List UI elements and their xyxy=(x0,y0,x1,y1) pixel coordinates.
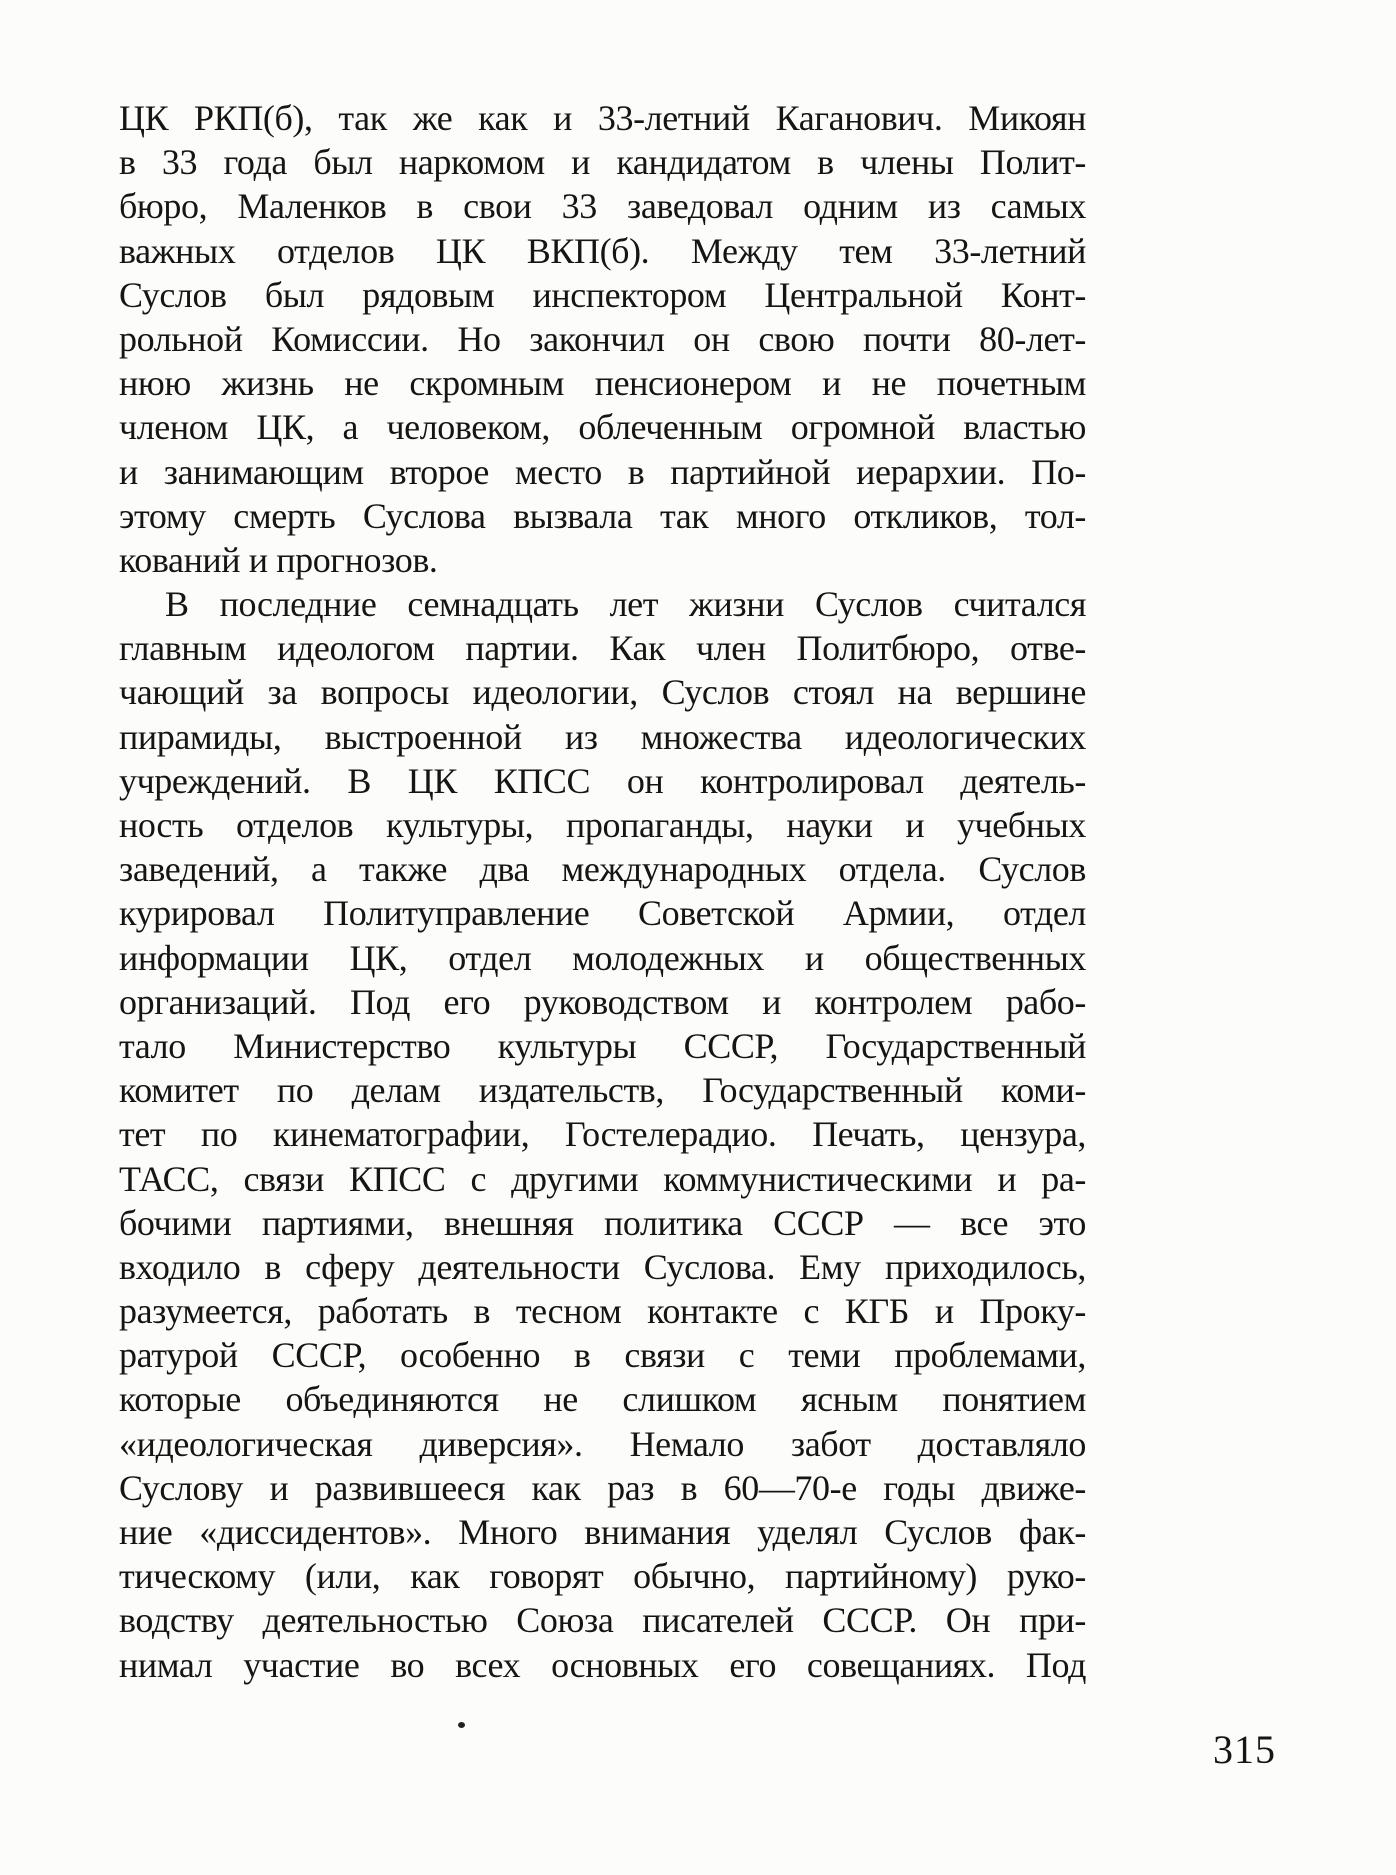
text-line: чающий за вопросы идеологии, Суслов стоял на вершине xyxy=(119,672,1086,713)
text-line: главным идеологом партии. Как член Политбюро, отве- xyxy=(119,628,1086,669)
text-line: ЦК РКП(б), так же как и 33-летний Каганович. Микоян xyxy=(119,98,1086,138)
text-line: ние «диссидентов». Много внимания уделял Суслов фак- xyxy=(119,1512,1086,1552)
text-line: ратурой СССР, особенно в связи с теми проблемами, xyxy=(119,1335,1086,1376)
text-line: тет по кинематографии, Гостелерадио. Печать, цензура, xyxy=(119,1114,1086,1155)
text-line: которые объединяются не слишком ясным понятием xyxy=(119,1379,1086,1420)
text-line: в 33 года был наркомом и кандидатом в члены Полит- xyxy=(119,142,1086,183)
text-line: нюю жизнь не скромным пенсионером и не почетным xyxy=(119,363,1086,404)
text-line: нимал участие во всех основных его совещаниях. Под xyxy=(119,1644,1086,1685)
text-line: членом ЦК, а человеком, облеченным огромной властью xyxy=(119,407,1086,448)
text-line: разумеется, работать в тесном контакте с КГБ и Проку- xyxy=(119,1291,1086,1332)
text-line: бюро, Маленков в свои 33 заведовал одним из самых xyxy=(119,186,1086,227)
text-line: тическому (или, как говорят обычно, партийному) руко- xyxy=(119,1556,1086,1597)
text-line: учреждений. В ЦК КПСС он контролировал деятель- xyxy=(119,760,1086,801)
text-line: этому смерть Суслова вызвала так много откликов, тол- xyxy=(119,495,1086,536)
text-line: ТАСС, связи КПСС с другими коммунистическими и ра- xyxy=(119,1158,1086,1199)
text-line: комитет по делам издательств, Государственный коми- xyxy=(119,1070,1086,1111)
text-line: заведений, а также два международных отдела. Суслов xyxy=(119,849,1086,890)
text-line: Суслову и развившееся как раз в 60—70-е годы движе- xyxy=(119,1467,1086,1508)
text-line: бочими партиями, внешняя политика СССР — все это xyxy=(119,1202,1086,1243)
text-line: и занимающим второе место в партийной иерархии. По- xyxy=(119,451,1086,492)
stray-ink-mark xyxy=(458,1722,465,1728)
text-line: важных отделов ЦК ВКП(б). Между тем 33-летний xyxy=(119,230,1086,271)
paragraph-2 xyxy=(119,582,1086,1687)
text-line: рольной Комиссии. Но закончил он свою почти 80-лет- xyxy=(119,318,1086,359)
text-line: водству деятельностью Союза писателей СССР. Он при- xyxy=(119,1600,1086,1641)
paragraph-1 xyxy=(119,96,1086,582)
text-line: входило в сферу деятельности Суслова. Ему приходилось, xyxy=(119,1246,1086,1287)
text-line: «идеологическая диверсия». Немало забот доставляло xyxy=(119,1423,1086,1464)
text-line: пирамиды, выстроенной из множества идеологических xyxy=(119,716,1086,757)
text-line: информации ЦК, отдел молодежных и общественных xyxy=(119,937,1086,978)
text-line: курировал Политуправление Советской Армии, отдел xyxy=(119,893,1086,934)
text-line: тало Министерство культуры СССР, Государственный xyxy=(119,1025,1086,1066)
text-line: организаций. Под его руководством и контролем рабо- xyxy=(119,981,1086,1022)
text-line: Суслов был рядовым инспектором Центральной Конт- xyxy=(119,274,1086,315)
page-text-block xyxy=(119,96,1086,1687)
text-line: ность отделов культуры, пропаганды, науки и учебных xyxy=(119,805,1086,845)
text-line: кований и прогнозов. xyxy=(119,539,438,580)
text-line: В последние семнадцать лет жизни Суслов считался xyxy=(165,584,1086,625)
page-number: 315 xyxy=(1213,1727,1276,1772)
